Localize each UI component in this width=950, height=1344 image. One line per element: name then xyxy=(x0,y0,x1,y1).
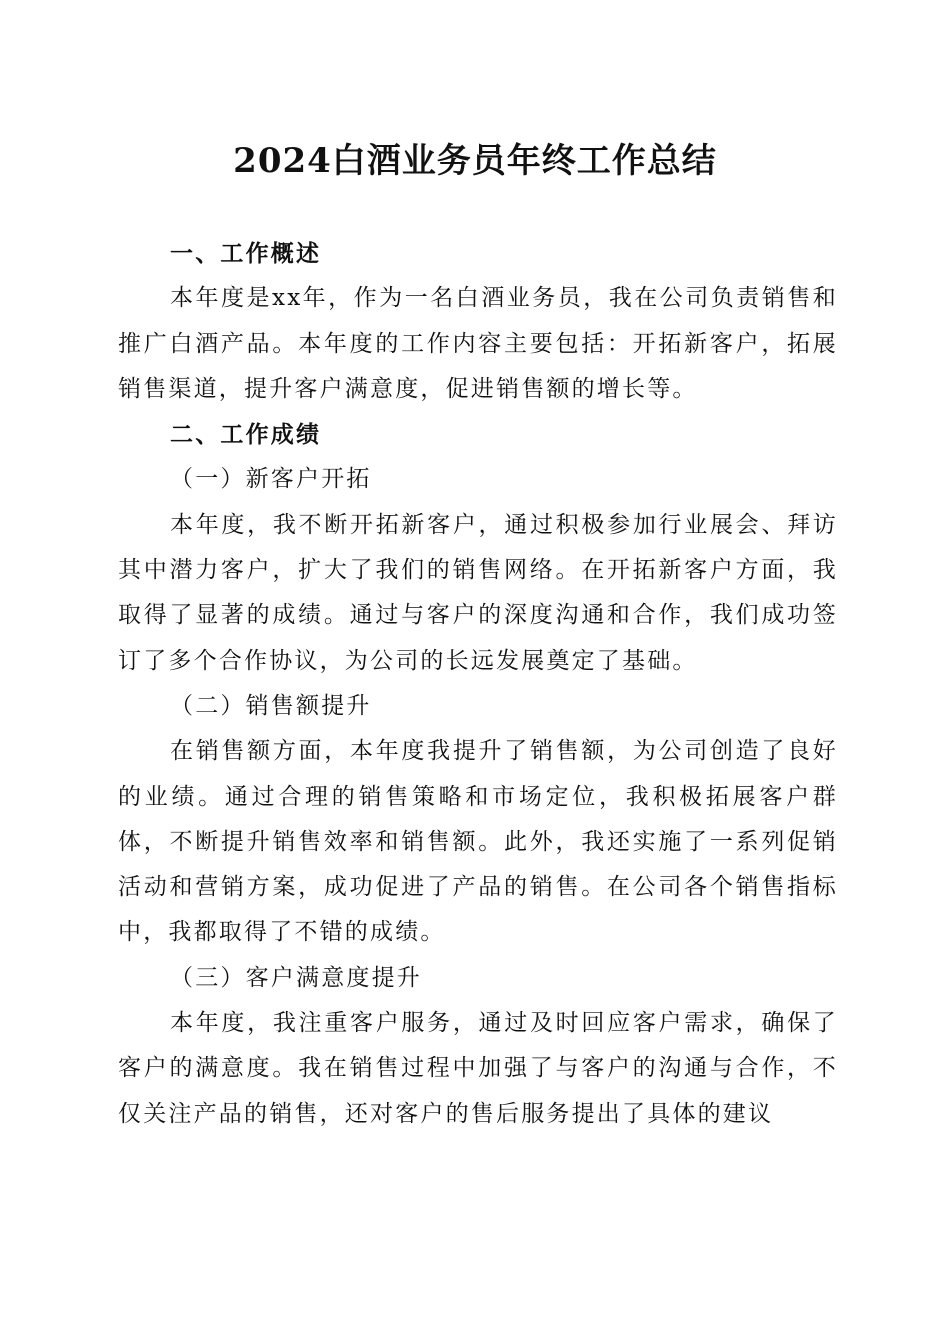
paragraph-customer-satisfaction: 本年度，我注重客户服务，通过及时回应客户需求，确保了客户的满意度。我在销售过程中加强了与客户的沟通与合作，不仅关注产品的销售，还对客户的售后服务提出了具体的建议 xyxy=(118,1010,838,1127)
section-heading-overview: 一、工作概述 xyxy=(170,240,322,267)
document-body xyxy=(118,231,838,1137)
document-title: 2024白酒业务员年终工作总结 xyxy=(233,141,717,181)
subheading-new-customers: （一）新客户开拓 xyxy=(170,466,372,493)
subheading-customer-satisfaction: （三）客户满意度提升 xyxy=(170,964,422,991)
subheading-sales-growth: （二）销售额提升 xyxy=(170,692,372,719)
paragraph-sales-growth: 在销售额方面，本年度我提升了销售额，为公司创造了良好的业绩。通过合理的销售策略和市场定位，我积极拓展客户群体，不断提升销售效率和销售额。此外，我还实施了一系列促销活动和营销方案，成功促进了产品的销售。在公司各个销售指标中，我都取得了不错的成绩。 xyxy=(118,738,838,946)
section-heading-achievements: 二、工作成绩 xyxy=(170,421,322,449)
paragraph-new-customers: 本年度，我不断开拓新客户，通过积极参加行业展会、拜访其中潜力客户，扩大了我们的销售网络。在开拓新客户方面，我取得了显著的成绩。通过与客户的深度沟通和合作，我们成功签订了多个合作协议，为公司的长远发展奠定了基础。 xyxy=(118,511,838,674)
paragraph-overview: 本年度是xx年，作为一名白酒业务员，我在公司负责销售和推广白酒产品。本年度的工作内容主要包括：开拓新客户，拓展销售渠道，提升客户满意度，促进销售额的增长等。 xyxy=(118,285,838,402)
